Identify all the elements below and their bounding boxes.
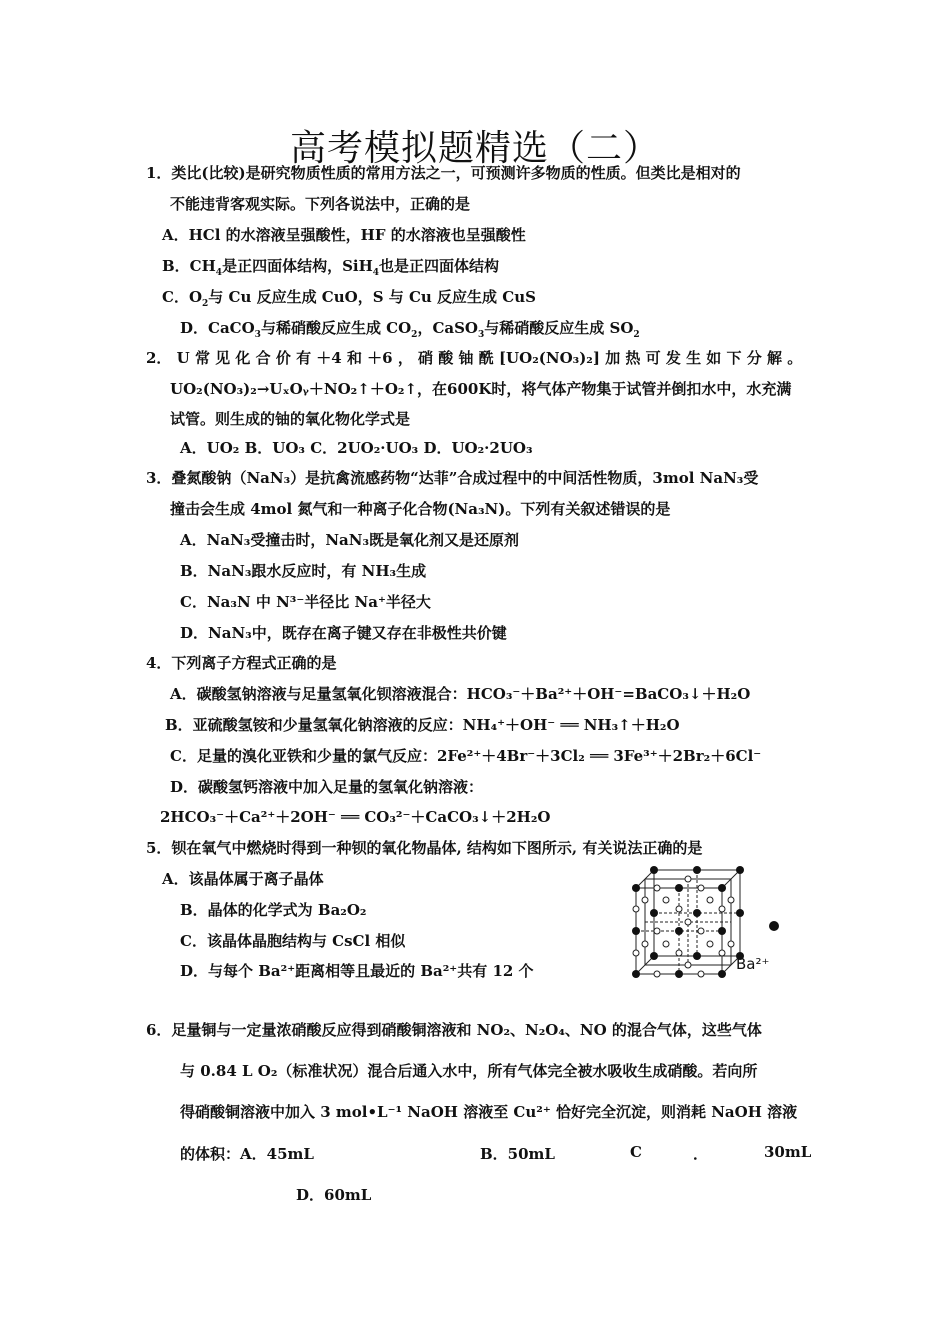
q4-option-c: C．足量的溴化亚铁和少量的氯气反应：2Fe²⁺＋4Br⁻＋3Cl₂ ══ 3Fe³⁺＋2Br₂＋6Cl⁻ xyxy=(170,747,762,765)
q6-stem-line1: 6．足量铜与一定量浓硝酸反应得到硝酸铜溶液和 NO₂、N₂O₄、NO 的混合气体，这些气体 xyxy=(146,1021,762,1039)
q1-option-d: D．CaCO$_3$与稀硝酸反应生成 $CO_2$，CaSO$_3$与稀硝酸反应生成 $SO_2$ xyxy=(180,319,640,340)
q6-option-c-letter: C xyxy=(630,1143,642,1161)
q5-option-c: C．该晶体晶胞结构与 CsCl 相似 xyxy=(180,932,406,950)
q6-option-c-value: 30mL xyxy=(764,1143,812,1161)
q3-option-b: B．NaN₃跟水反应时，有 NH₃生成 xyxy=(180,562,427,580)
q4-option-a: A．碳酸氢钠溶液与足量氢氧化钡溶液混合：HCO₃⁻＋Ba²⁺＋OH⁻=BaCO₃↓＋H₂O xyxy=(170,685,751,703)
page-title: 高考模拟题精选（二） xyxy=(289,128,660,169)
q3-option-a: A．NaN₃受撞击时，NaN₃既是氧化剂又是还原剂 xyxy=(180,531,520,549)
q6-stem-line2: 与 0.84 L O₂（标准状况）混合后通入水中，所有气体完全被水吸收生成硝酸。若向所 xyxy=(180,1062,758,1080)
q3-stem-line2: 撞击会生成 4mol 氮气和一种离子化合物(Na₃N)。下列有关叙述错误的是 xyxy=(170,500,671,518)
q2-stem-line2: UO₂(NO₃)₂→UₓOᵧ＋NO₂↑＋O₂↑，在600K时，将气体产物集于试管并倒扣水中，水充满 xyxy=(170,380,792,398)
q3-option-c: C．Na₃N 中 N³⁻半径比 Na⁺半径大 xyxy=(180,593,431,611)
q4-option-d: D．碳酸氢钙溶液中加入足量的氢氧化钠溶液： xyxy=(170,778,484,796)
q6-option-d: D．60mL xyxy=(296,1186,372,1204)
q5-option-b: B．晶体的化学式为 Ba₂O₂ xyxy=(180,901,367,919)
q1-stem-line1: 1．类比(比较)是研究物质性质的常用方法之一，可预测许多物质的性质。但类比是相对的 xyxy=(146,164,741,182)
q4-option-b: B．亚硫酸氢铵和少量氢氧化钠溶液的反应：NH₄⁺＋OH⁻ ══ NH₃↑＋H₂O xyxy=(165,716,680,734)
q1-option-b: B．$CH_4$是正四面体结构，SiH$_4$也是正四面体结构 xyxy=(162,257,500,278)
q2-options: A．UO₂ B．UO₃ C．2UO₂·UO₃ D．UO₂·2UO₃ xyxy=(180,439,533,457)
q2-stem-line1: 2． U 常 见 化 合 价 有 ＋4 和 ＋6 ， 硝 酸 铀 酰 [UO₂(NO₃)₂] 加 热 可 发 生 如 下 分 解 。 xyxy=(146,349,803,367)
q2-stem-line3: 试管。则生成的铀的氧化物化学式是 xyxy=(170,410,411,428)
q4-stem: 4．下列离子方程式正确的是 xyxy=(146,654,337,672)
ba-ion-label: Ba²⁺ xyxy=(736,955,770,973)
q3-option-d: D．NaN₃中，既存在离子键又存在非极性共价键 xyxy=(180,624,507,642)
q1-stem-line2: 不能违背客观实际。下列各说法中，正确的是 xyxy=(170,195,471,213)
q6-stem-line3: 得硝酸铜溶液中加入 3 mol•L⁻¹ NaOH 溶液至 Cu²⁺ 恰好完全沉淀，则消耗 NaOH 溶液 xyxy=(180,1103,798,1121)
q1-option-a: A．HCl 的水溶液呈强酸性，HF 的水溶液也呈强酸性 xyxy=(162,226,526,244)
q5-option-a: A．该晶体属于离子晶体 xyxy=(162,870,324,888)
q4-option-d-equation: 2HCO₃⁻＋Ca²⁺＋2OH⁻ ══ CO₃²⁻＋CaCO₃↓＋2H₂O xyxy=(160,808,551,826)
q1-option-c: C．$O_2$与 Cu 反应生成 CuO，S 与 Cu 反应生成 CuS xyxy=(162,288,536,309)
q6-stem-line4: 的体积：A．45mL xyxy=(180,1145,314,1163)
q6-option-b: B．50mL xyxy=(480,1145,555,1163)
q5-stem: 5．钡在氧气中燃烧时得到一种钡的氧化物晶体, 结构如下图所示, 有关说法正确的是 xyxy=(146,839,703,857)
q3-stem-line1: 3．叠氮酸钠（NaN₃）是抗禽流感药物“达菲”合成过程中的中间活性物质，3mol NaN₃受 xyxy=(146,469,759,487)
q6-option-c-dot: ． xyxy=(693,1145,709,1163)
q5-option-d: D．与每个 Ba²⁺距离相等且最近的 Ba²⁺共有 12 个 xyxy=(180,962,534,980)
